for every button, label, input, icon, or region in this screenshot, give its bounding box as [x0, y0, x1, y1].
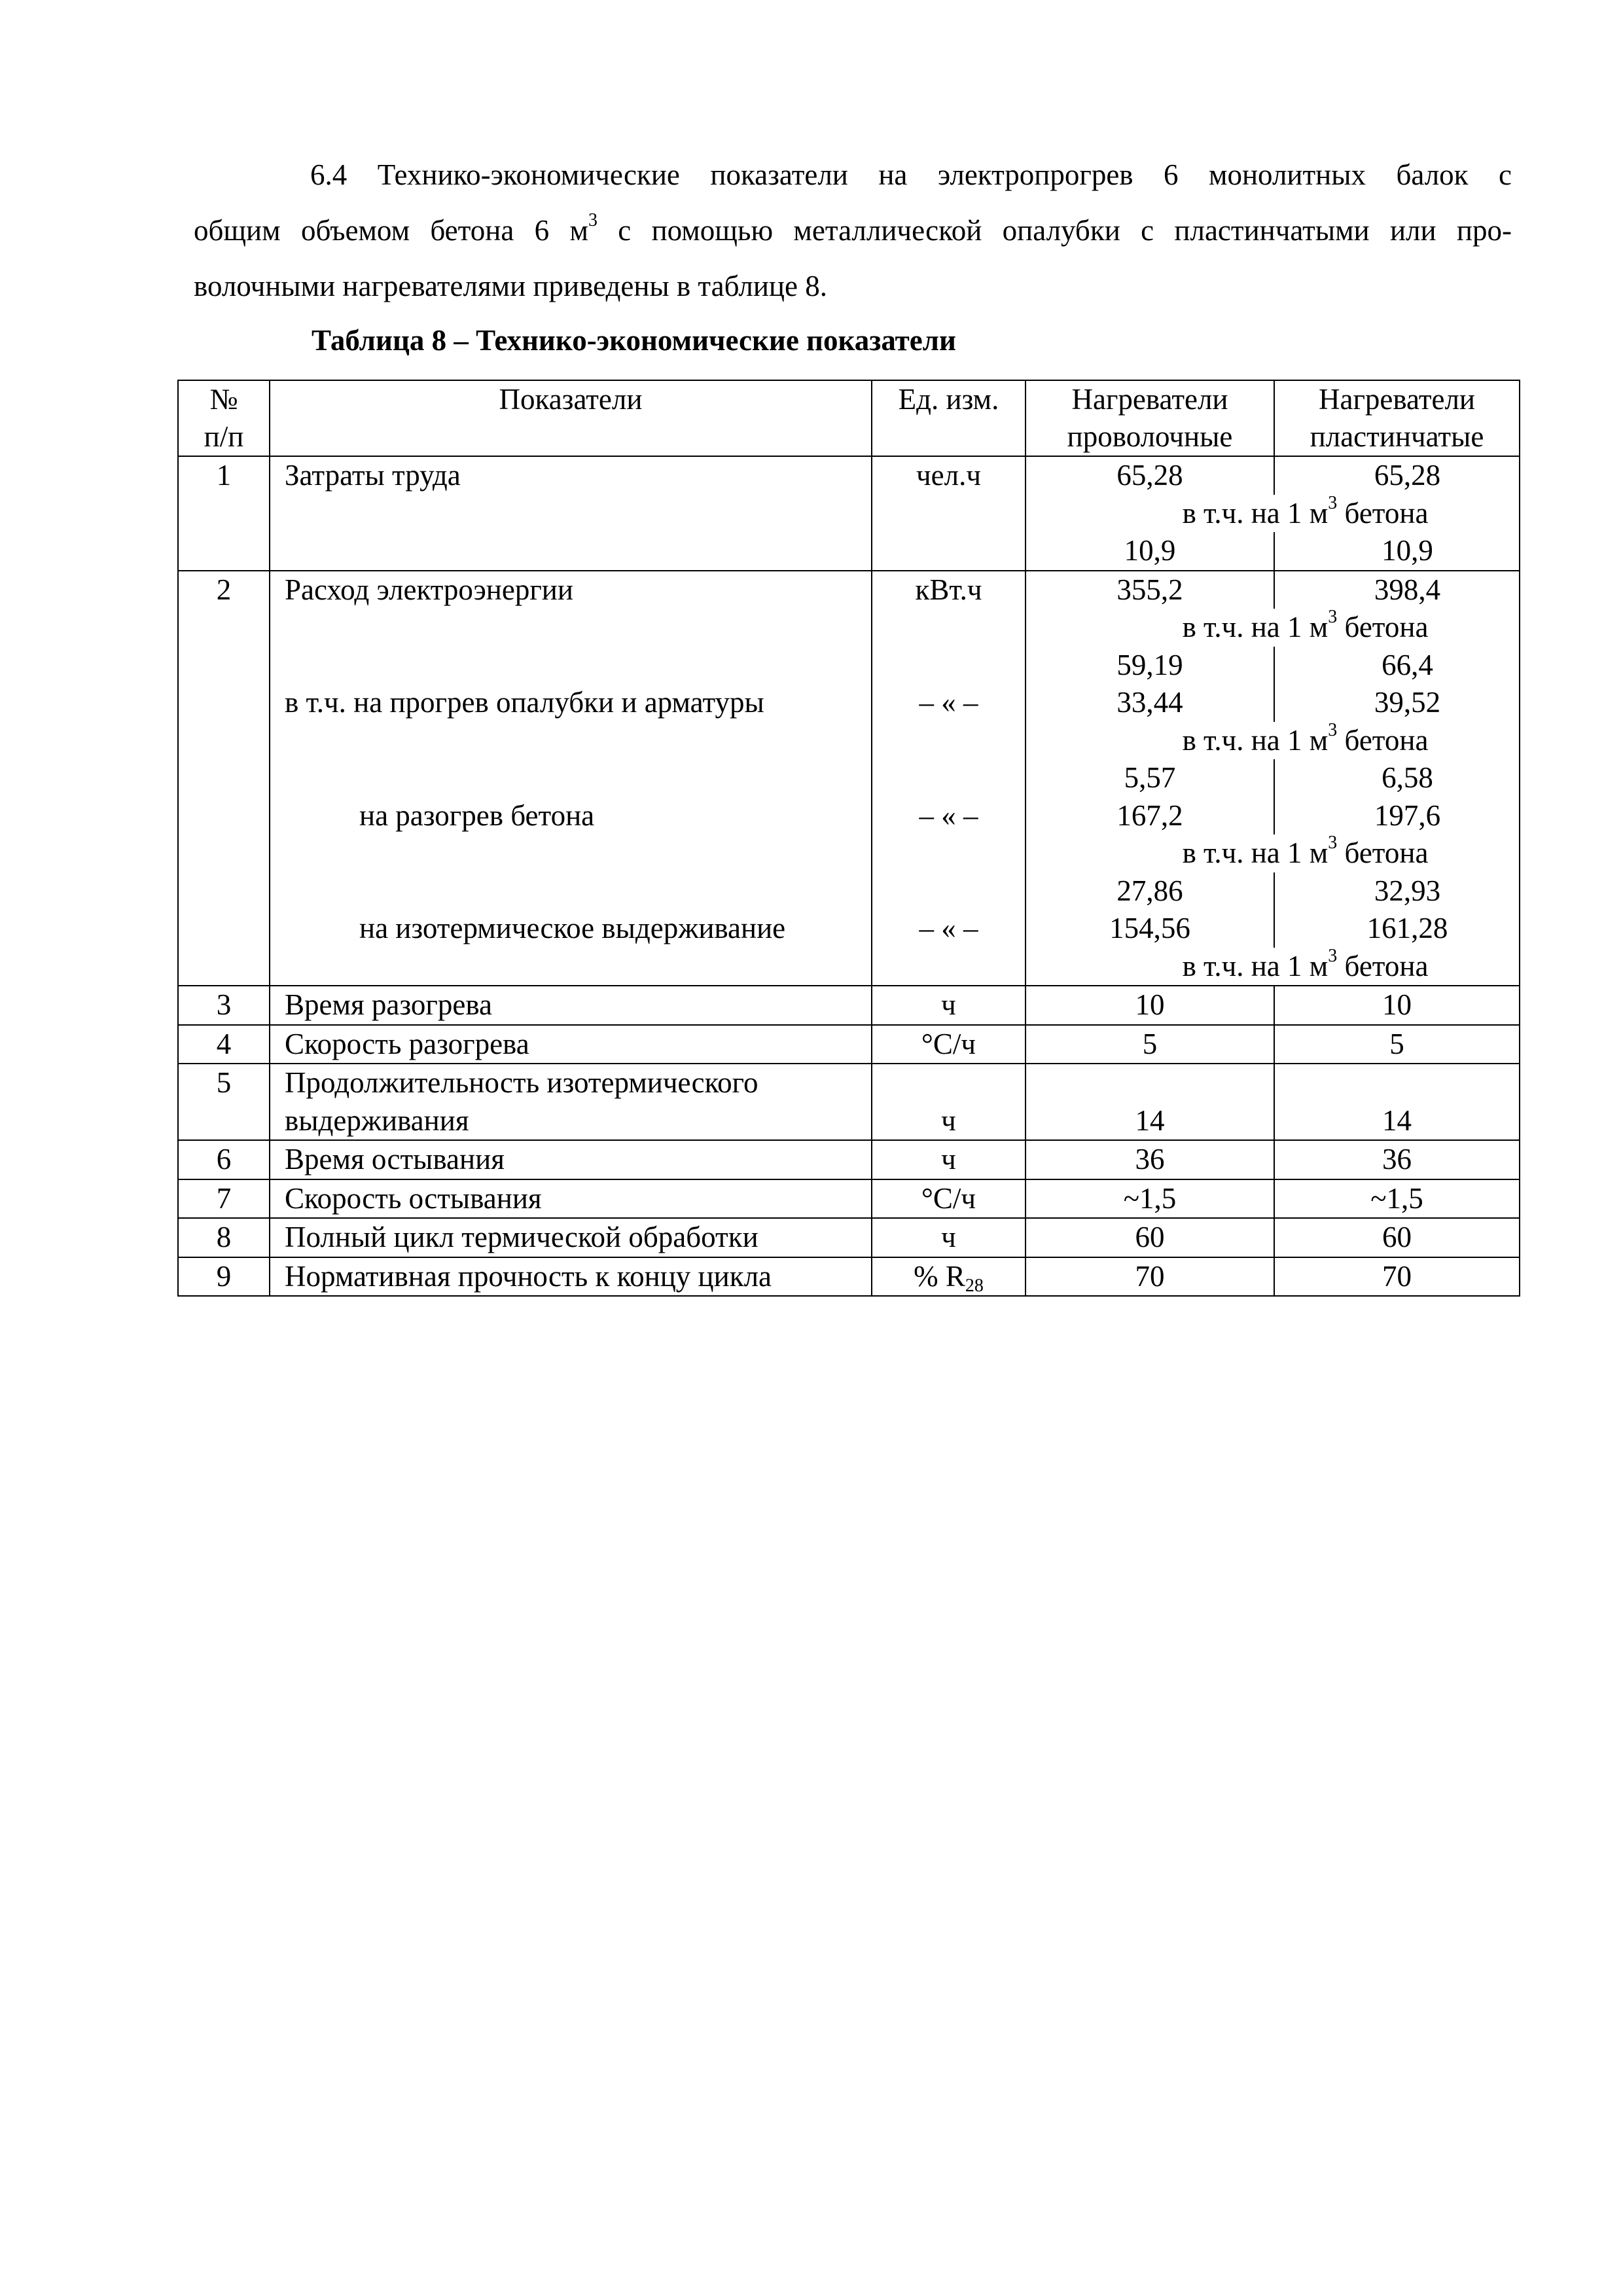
per-m3-label: в т.ч. на 1 $м^3$ бетона — [1182, 719, 1429, 757]
row-unit: чел.ч — [872, 456, 1026, 571]
table-row: 5 Продолжительность изотермического выдерживания ч 14 14 — [178, 1064, 1520, 1140]
intro-line-2 — [194, 203, 1512, 259]
per-m3-label: в т.ч. на 1 $м^3$ бетона — [1182, 833, 1429, 869]
row-number: 1 — [178, 456, 270, 571]
intro-line-3: волочными нагревателями приведены в таблице 8. — [194, 270, 827, 302]
row-indicator: Затраты труда — [270, 456, 872, 571]
table-row: 7 Скорость остывания °С/ч ~1,5 ~1,5 — [178, 1179, 1520, 1219]
row-values: 355,2 398,4 в т.ч. на 1 $м^3$ бетона 59,19 66,4 33,44 39,52 в т.ч. на 1 $м^3$ бетона 5,57 6,58 167,2 197,6 в т.ч. на 1 $м^3$ бетона 27,86 32,93 154,56 161,28 в т.ч. на 1 $м^3$ бетона — [1026, 571, 1520, 986]
intro-paragraph — [194, 147, 1512, 314]
intro-line-1: 6.4 Технико-экономические показатели на электропрогрев 6 монолитных балок с — [310, 158, 1512, 191]
per-m3-label: в т.ч. на 1 $м^3$ бетона — [1182, 945, 1429, 982]
row-unit: кВт.ч – « – – « – – « – — [872, 571, 1026, 986]
table-header-row — [178, 380, 1520, 456]
table-row: 4 Скорость разогрева °С/ч 5 5 — [178, 1025, 1520, 1064]
table-row: 3 Время разогрева ч 10 10 — [178, 986, 1520, 1025]
table-row: 6 Время остывания ч 36 36 — [178, 1140, 1520, 1179]
row-number: 2 — [178, 571, 270, 986]
intro-line-2-start: общим объемом бетона 6 м — [194, 214, 588, 247]
header-unit: Ед. изм. — [872, 380, 1026, 456]
row-values: 65,28 65,28 в т.ч. на 1 $м^3$ бетона 10,9 10,9 — [1026, 456, 1520, 571]
table-row: 9 Нормативная прочность к концу цикла % $R_{28}$ 70 70 — [178, 1257, 1520, 1297]
intro-line-2-end: с помощью металлической опалубки с пластинчатыми или про- — [597, 214, 1512, 247]
header-num: № п/п — [178, 380, 270, 456]
header-plate-heaters: Нагреватели пластинчатые — [1274, 380, 1520, 456]
per-m3-label: в т.ч. на 1 $м^3$ бетона — [1182, 492, 1429, 529]
header-indicator: Показатели — [270, 380, 872, 456]
table-row — [178, 571, 1520, 986]
per-m3-label: в т.ч. на 1 $м^3$ бетона — [1182, 607, 1429, 643]
table-row — [178, 456, 1520, 571]
indicators-table — [177, 380, 1520, 1297]
table-row: 8 Полный цикл термической обработки ч 60 60 — [178, 1218, 1520, 1257]
row-indicator: Расход электроэнергии в т.ч. на прогрев опалубки и арматуры на разогрев бетона на изотермическое выдерживание — [270, 571, 872, 986]
header-wire-heaters: Нагреватели проволочные — [1026, 380, 1274, 456]
table-caption: Таблица 8 – Технико-экономические показатели — [312, 324, 956, 357]
superscript: 3 — [588, 210, 597, 230]
